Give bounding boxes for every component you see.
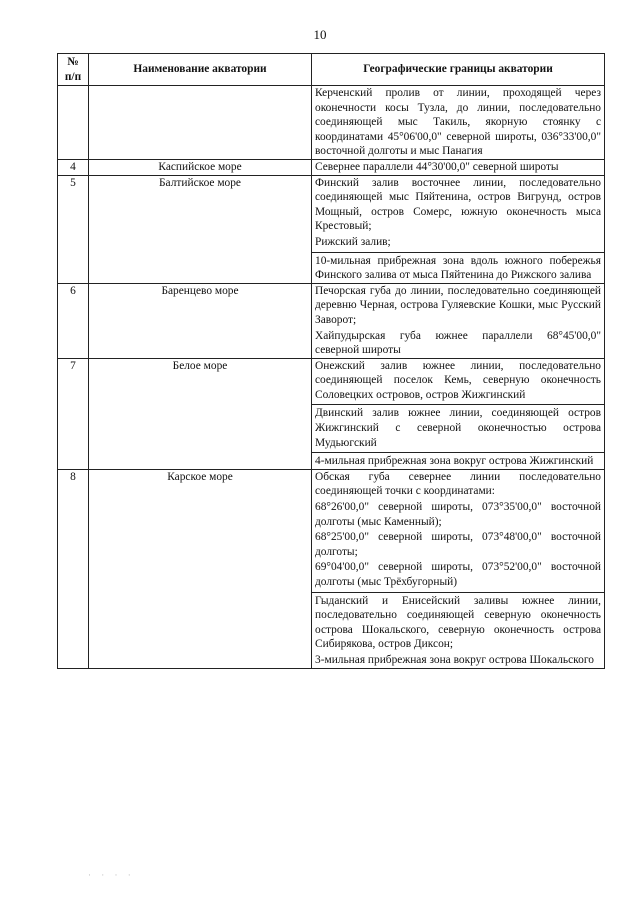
row-number [58, 86, 89, 160]
water-area-name: Баренцево море [89, 283, 312, 358]
geographic-bounds [312, 283, 605, 358]
table-row [58, 159, 605, 175]
page-number: 10 [313, 27, 327, 42]
row-number: 7 [58, 358, 89, 469]
bounds-section [315, 359, 601, 403]
bounds-paragraph: Печорская губа до линии, последовательно соединяющей деревню Черная, острова Гуляевские Кошки, мыс Русский Заворот; [315, 284, 601, 326]
bounds-paragraph: Двинский залив южнее линии, соединяющей остров Жижгинский с северной оконечностью острова Мудьюгский [315, 407, 601, 449]
geographic-bounds [312, 159, 605, 175]
water-area-name: Белое море [89, 358, 312, 469]
bounds-paragraph: 68°26'00,0" северной широты, 073°35'00,0" восточной долготы (мыс Каменный); [315, 501, 601, 528]
table-row [58, 469, 605, 668]
scan-noise: · · · · [88, 870, 135, 880]
bounds-paragraph: Керченский пролив от линии, проходящей через оконечности косы Тузла, до линии, последовательно соединяющей мыс Такиль, якорную стоянку с координатами 45°06'00,0" северной широты, 036°33'00,0" восточной долготы и мыс Панагия [315, 87, 601, 158]
table-body [58, 86, 605, 669]
bounds-paragraph: 10-мильная прибрежная зона вдоль южного побережья Финского залива от мыса Пяйтенина до Рижского залива [315, 254, 601, 282]
water-area-name [89, 86, 312, 160]
water-area-name: Балтийское море [89, 175, 312, 283]
bounds-paragraph: Гыданский и Енисейский заливы южнее линии, последовательно соединяющей северную оконечность острова Шокальского, северную оконечность острова Сибирякова, остров Диксон; [315, 594, 601, 651]
bounds-section [315, 176, 601, 250]
row-number: 5 [58, 175, 89, 283]
row-number: 6 [58, 283, 89, 358]
water-areas-table [57, 53, 605, 669]
row-number: 4 [58, 159, 89, 175]
geographic-bounds [312, 86, 605, 160]
bounds-paragraph: 69°04'00,0" северной широты, 073°52'00,0" восточной долготы (мыс Трёхбугорный) [315, 561, 601, 588]
bounds-paragraph: Севернее параллели 44°30'00,0" северной широты [315, 160, 559, 173]
bounds-section [315, 470, 601, 590]
bounds-section [315, 284, 601, 358]
bounds-section [311, 404, 605, 450]
bounds-section [315, 86, 601, 159]
bounds-paragraph: Финский залив восточнее линии, последовательно соединяющей мыс Пяйтенина, остров Вигрунд, остров Мощный, остров Сомерс, южную оконечность мыса Крестовый; [315, 176, 601, 233]
table-row [58, 358, 605, 469]
bounds-section [311, 252, 605, 283]
water-area-name: Карское море [89, 469, 312, 668]
bounds-paragraph: Онежский залив южнее линии, последовательно соединяющей поселок Кемь, северную оконечность Соловецких островов, остров Жижгинский [315, 359, 601, 401]
bounds-section [311, 592, 605, 668]
table-row [58, 283, 605, 358]
header-bounds: Географические границы акватории [312, 54, 605, 86]
bounds-paragraph: Обская губа севернее линии последовательно соединяющей точки с координатами: [315, 470, 601, 498]
bounds-paragraph: 3-мильная прибрежная зона вокруг острова Шокальского [315, 653, 594, 666]
bounds-paragraph: 68°25'00,0" северной широты, 073°48'00,0" восточной долготы; [315, 531, 601, 558]
geographic-bounds [312, 358, 605, 469]
bounds-section [311, 452, 605, 469]
row-number: 8 [58, 469, 89, 668]
table-header-row [58, 54, 605, 86]
bounds-paragraph: Хайпудырская губа южнее параллели 68°45'00,0" северной широты [315, 329, 601, 357]
bounds-paragraph: Рижский залив; [315, 235, 391, 248]
geographic-bounds [312, 175, 605, 283]
table-row [58, 175, 605, 283]
bounds-section [315, 160, 601, 175]
header-num: № п/п [58, 54, 89, 86]
header-name: Наименование акватории [89, 54, 312, 86]
bounds-paragraph: 4-мильная прибрежная зона вокруг острова Жижгинский [315, 455, 594, 468]
table-row [58, 86, 605, 160]
geographic-bounds [312, 469, 605, 668]
water-area-name: Каспийское море [89, 159, 312, 175]
